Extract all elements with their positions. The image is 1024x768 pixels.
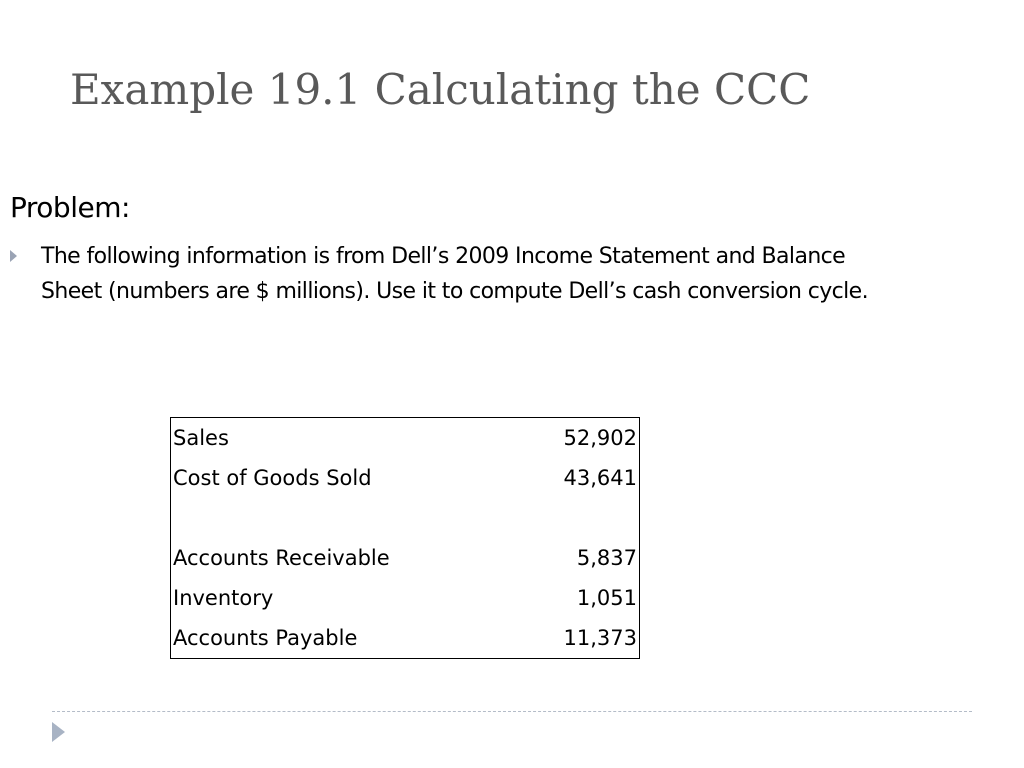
- slide-title: Example 19.1 Calculating the CCC: [70, 65, 811, 114]
- table-row-spacer: [171, 498, 640, 538]
- row-value: 1,051: [576, 586, 637, 610]
- table-row: [171, 418, 640, 459]
- row-value: 52,902: [563, 426, 637, 450]
- row-label: [171, 498, 518, 538]
- problem-bullet-text: The following information is from Dell’s 2009 Income Statement and Balance Sheet (numbers are $ millions). Use it to compute Dell’s cash conversion cycle.: [41, 244, 868, 304]
- triangle-footer-icon: [52, 722, 65, 742]
- table-row: [171, 618, 640, 659]
- row-value: 11,373: [563, 626, 637, 650]
- row-label: Cost of Goods Sold: [173, 466, 372, 490]
- row-label: Sales: [173, 426, 229, 450]
- row-label: Accounts Payable: [173, 626, 358, 650]
- row-label: Accounts Receivable: [173, 546, 390, 570]
- financial-data-table: [170, 417, 640, 659]
- row-value: 43,641: [563, 466, 637, 490]
- table-row: [171, 578, 640, 618]
- table-row: [171, 458, 640, 498]
- row-label: Inventory: [173, 586, 274, 610]
- triangle-bullet-icon: [10, 250, 17, 262]
- problem-heading: Problem:: [10, 191, 130, 224]
- row-value: 5,837: [576, 546, 637, 570]
- row-value: [517, 498, 639, 538]
- table-row: [171, 538, 640, 578]
- footer-divider: [52, 711, 972, 712]
